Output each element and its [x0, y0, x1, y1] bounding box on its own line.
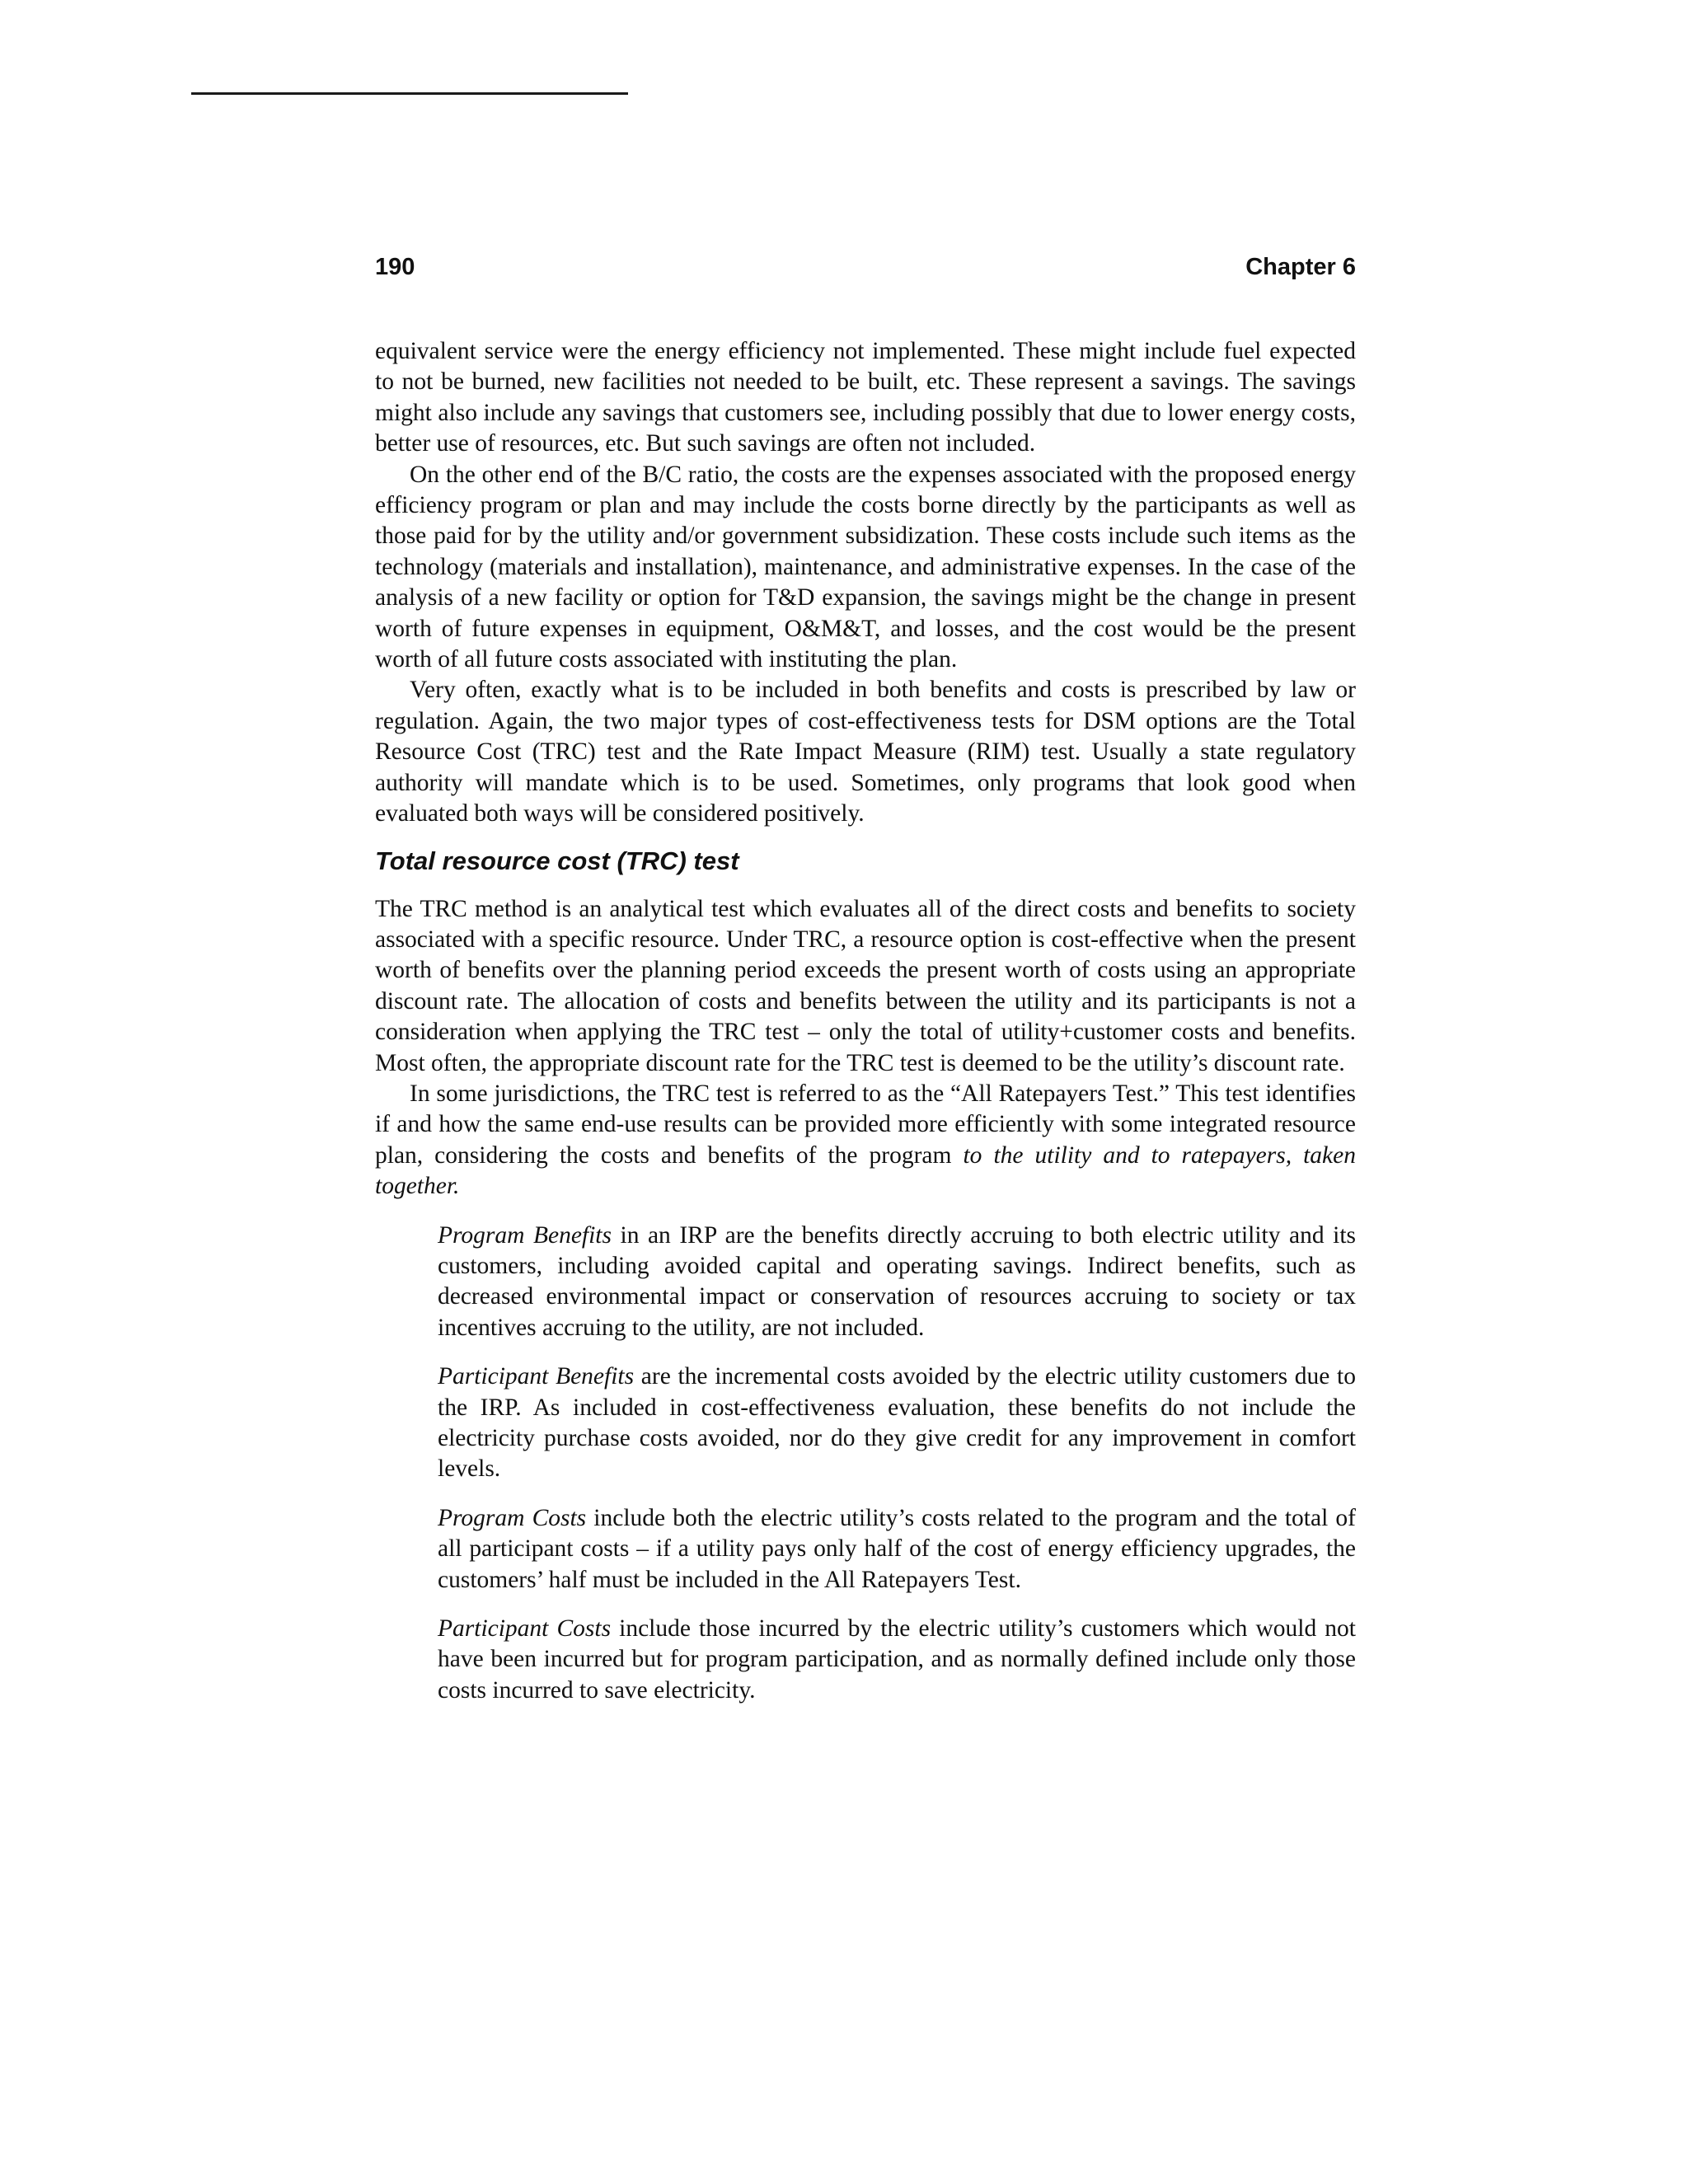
top-rule	[191, 92, 628, 95]
definition-term: Program Benefits	[438, 1221, 612, 1249]
paragraph-costs: On the other end of the B/C ratio, the costs are the expenses associated with the proposed energy efficiency program or plan and may include the costs borne directly by the participants as well as those paid for by the utility and/or government subsidization. These costs include such items as the technology (materials and installation), maintenance, and administrative expenses. In the case of the analysis of a new facility or option for T&D expansion, the savings might be the change in present worth of future expenses in equipment, O&M&T, and losses, and the cost would be the present worth of all future costs associated with instituting the plan.	[375, 461, 1356, 673]
definition-text: include both the electric utility’s costs related to the program and the total of all participant costs – if a utility pays only half of the cost of energy efficiency upgrades, the customers’ half must be included in the All Ratepayers Test.	[438, 1504, 1356, 1593]
paragraph-all-ratepayers-emphasis: to the utility and to ratepayers, taken together.	[375, 1141, 1356, 1200]
definition-participant-costs	[438, 1614, 1356, 1706]
definition-participant-benefits	[438, 1361, 1356, 1485]
chapter-label: Chapter 6	[1245, 254, 1356, 280]
definition-text: include those incurred by the electric utility’s customers which would not have been incurred but for program participation, and as normally defined include only those costs incurred to save electricity.	[438, 1615, 1356, 1704]
paragraph-all-ratepayers-text: In some jurisdictions, the TRC test is referred to as the “All Ratepayers Test.” This test identifies if and how the same end-use results can be provided more efficiently with some integrated resource plan, considering the costs and benefits of the program	[375, 1080, 1356, 1169]
definition-text: in an IRP are the benefits directly accruing to both electric utility and its customers, including avoided capital and operating savings. Indirect benefits, such as decreased environmental impact or conservation of resources accruing to society or tax incentives accruing to the utility, are not included.	[438, 1221, 1356, 1341]
text-body	[375, 336, 1356, 1706]
paragraph-trc-method: The TRC method is an analytical test which evaluates all of the direct costs and benefits to society associated with a specific resource. Under TRC, a resource option is cost-effective when the present worth of benefits over the planning period exceeds the present worth of costs using an appropriate discount rate. The allocation of costs and benefits between the utility and its participants is not a consideration when applying the TRC test – only the total of utility+customer costs and benefits. Most often, the appropriate discount rate for the TRC test is deemed to be the utility’s discount rate.	[375, 895, 1356, 1076]
paragraph-all-ratepayers	[375, 1079, 1356, 1202]
definition-program-benefits	[438, 1221, 1356, 1344]
definition-text: are the incremental costs avoided by the electric utility customers due to the IRP. As included in cost-effectiveness evaluation, these benefits do not include the electricity purchase costs avoided, nor do they give credit for any improvement in comfort levels.	[438, 1363, 1356, 1483]
definition-program-costs	[438, 1503, 1356, 1596]
paragraph-continued: equivalent service were the energy efficiency not implemented. These might include fuel expected to not be burned, new facilities not needed to be built, etc. These represent a savings. The savings might also include any savings that customers see, including possibly that due to lower energy costs, better use of resources, etc. But such savings are often not included.	[375, 338, 1356, 457]
definition-term: Participant Costs	[438, 1615, 612, 1643]
definition-term: Program Costs	[438, 1504, 587, 1531]
paragraph-regulation: Very often, exactly what is to be included in both benefits and costs is prescribed by law or regulation. Again, the two major types of cost-effectiveness tests for DSM options are the Total Resource Cost (TRC) test and the Rate Impact Measure (RIM) test. Usually a state regulatory authority will mandate which is to be used. Sometimes, only programs that look good when evaluated both ways will be considered positively.	[375, 677, 1356, 827]
section-heading: Total resource cost (TRC) test	[375, 846, 739, 875]
definition-term: Participant Benefits	[438, 1363, 635, 1390]
page-number: 190	[375, 254, 415, 280]
running-head	[375, 254, 1356, 287]
